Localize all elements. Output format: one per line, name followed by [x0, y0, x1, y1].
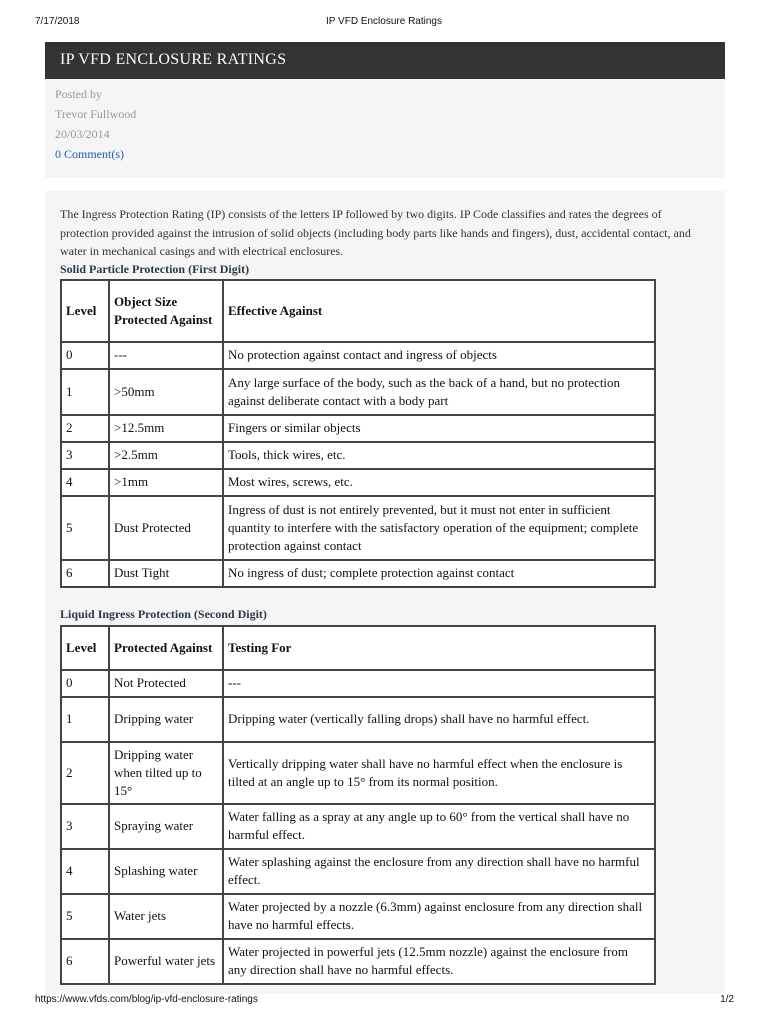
level-cell: 5 — [61, 894, 109, 939]
size-cell: >1mm — [109, 469, 223, 496]
page-url: https://www.vfds.com/blog/ip-vfd-enclosure-ratings — [35, 994, 258, 1005]
table-row — [61, 560, 655, 587]
protected-cell: Powerful water jets — [109, 939, 223, 984]
table-row — [61, 442, 655, 469]
print-title: IP VFD Enclosure Ratings — [326, 16, 442, 27]
testing-cell: Water splashing against the enclosure from any direction shall have no harmful effect. — [223, 849, 655, 894]
liquid-protection-table — [60, 625, 656, 985]
table-row — [61, 369, 655, 415]
table-header-row — [61, 280, 655, 342]
level-cell: 0 — [61, 670, 109, 697]
header-cell: Object Size Protected Against — [109, 280, 223, 342]
header-cell: Level — [61, 280, 109, 342]
table-row — [61, 342, 655, 369]
protected-cell: Dripping water — [109, 697, 223, 742]
level-cell: 3 — [61, 442, 109, 469]
protected-cell: Spraying water — [109, 804, 223, 849]
size-cell: Dust Protected — [109, 496, 223, 560]
print-header — [0, 16, 768, 30]
effective-cell: Most wires, screws, etc. — [223, 469, 655, 496]
table-row — [61, 742, 655, 804]
level-cell: 0 — [61, 342, 109, 369]
effective-cell: No protection against contact and ingress of objects — [223, 342, 655, 369]
table-row — [61, 894, 655, 939]
level-cell: 2 — [61, 742, 109, 804]
print-date: 7/17/2018 — [35, 16, 80, 27]
header-cell: Effective Against — [223, 280, 655, 342]
header-cell: Testing For — [223, 626, 655, 670]
testing-cell: --- — [223, 670, 655, 697]
table-row — [61, 670, 655, 697]
comments-link[interactable]: 0 Comment(s) — [55, 147, 124, 161]
effective-cell: Fingers or similar objects — [223, 415, 655, 442]
level-cell: 1 — [61, 697, 109, 742]
size-cell: Dust Tight — [109, 560, 223, 587]
level-cell: 4 — [61, 469, 109, 496]
table-header-row — [61, 626, 655, 670]
testing-cell: Water projected by a nozzle (6.3mm) against enclosure from any direction shall have no harmful effects. — [223, 894, 655, 939]
post-meta — [45, 79, 725, 178]
header-cell: Protected Against — [109, 626, 223, 670]
protected-cell: Splashing water — [109, 849, 223, 894]
page-number: 1/2 — [720, 994, 734, 1005]
table-row — [61, 804, 655, 849]
table-row — [61, 697, 655, 742]
header-cell: Level — [61, 626, 109, 670]
protected-cell: Dripping water when tilted up to 15° — [109, 742, 223, 804]
post-date: 20/03/2014 — [55, 127, 110, 141]
table-row — [61, 939, 655, 984]
level-cell: 6 — [61, 939, 109, 984]
level-cell: 6 — [61, 560, 109, 587]
level-cell: 4 — [61, 849, 109, 894]
liquid-section-title: Liquid Ingress Protection (Second Digit) — [60, 606, 267, 621]
testing-cell: Water projected in powerful jets (12.5mm nozzle) against the enclosure from any direction shall have no harmful effects. — [223, 939, 655, 984]
table-row — [61, 849, 655, 894]
level-cell: 5 — [61, 496, 109, 560]
protected-cell: Water jets — [109, 894, 223, 939]
size-cell: >2.5mm — [109, 442, 223, 469]
table-row — [61, 469, 655, 496]
level-cell: 1 — [61, 369, 109, 415]
table-row — [61, 496, 655, 560]
effective-cell: No ingress of dust; complete protection against contact — [223, 560, 655, 587]
effective-cell: Tools, thick wires, etc. — [223, 442, 655, 469]
size-cell: --- — [109, 342, 223, 369]
protected-cell: Not Protected — [109, 670, 223, 697]
intro-paragraph: The Ingress Protection Rating (IP) consists of the letters IP followed by two digits. IP Code classifies and rates the degrees of protection provided against the intrusion of solid objects (including body parts like hands and fingers), dust, accidental contact, and water in mechanical casings and with electrical enclosures. — [60, 207, 691, 258]
effective-cell: Any large surface of the body, such as the back of a hand, but no protection against deliberate contact with a body part — [223, 369, 655, 415]
testing-cell: Water falling as a spray at any angle up to 60° from the vertical shall have no harmful effect. — [223, 804, 655, 849]
post-content — [45, 191, 725, 994]
size-cell: >12.5mm — [109, 415, 223, 442]
author-name: Trevor Fullwood — [55, 107, 137, 121]
size-cell: >50mm — [109, 369, 223, 415]
effective-cell: Ingress of dust is not entirely prevented, but it must not enter in sufficient quantity to interfere with the satisfactory operation of the equipment; complete protection against contact — [223, 496, 655, 560]
posted-by-label: Posted by — [55, 87, 103, 101]
testing-cell: Vertically dripping water shall have no harmful effect when the enclosure is tilted at an angle up to 15° from its normal position. — [223, 742, 655, 804]
solid-section-title: Solid Particle Protection (First Digit) — [60, 261, 250, 276]
table-row — [61, 415, 655, 442]
level-cell: 3 — [61, 804, 109, 849]
post-title: IP VFD ENCLOSURE RATINGS — [45, 42, 725, 79]
level-cell: 2 — [61, 415, 109, 442]
solid-protection-table — [60, 279, 656, 588]
testing-cell: Dripping water (vertically falling drops) shall have no harmful effect. — [223, 697, 655, 742]
print-footer — [0, 994, 768, 1008]
